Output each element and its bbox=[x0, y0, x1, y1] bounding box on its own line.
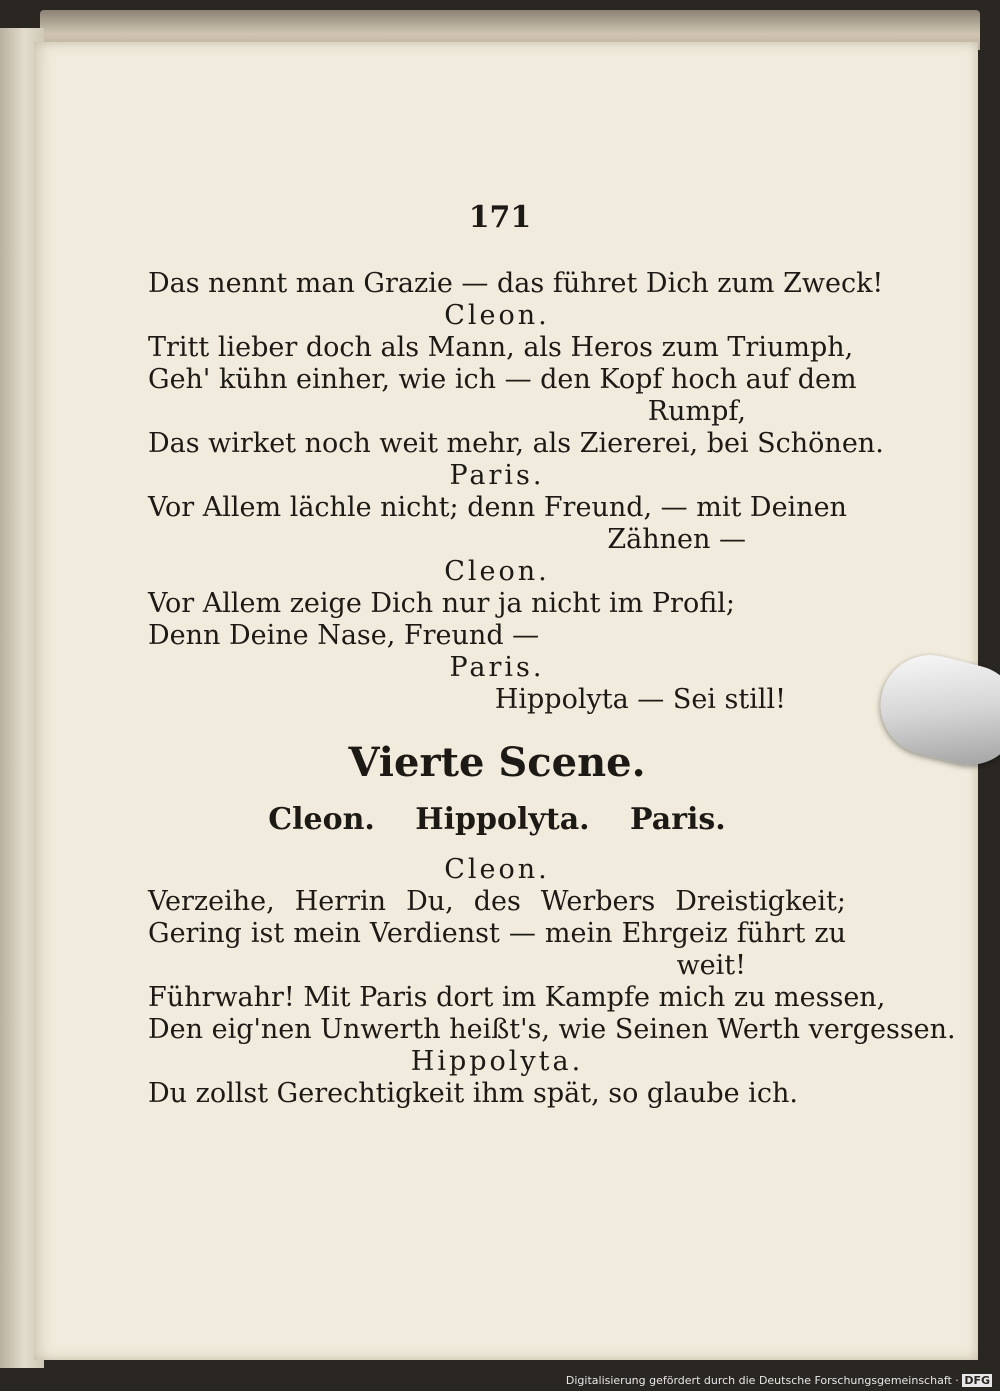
verse-line: Gering ist mein Verdienst — mein Ehrgeiz führt zu bbox=[148, 918, 846, 949]
characters-heading: Cleon. Hippolyta. Paris. bbox=[268, 802, 726, 837]
verse-line: Geh' kühn einher, wie ich — den Kopf hoch auf dem bbox=[148, 364, 857, 395]
dfg-logo: DFG bbox=[964, 1374, 990, 1387]
verse-line: Vor Allem lächle nicht; denn Freund, — mit Deinen bbox=[148, 492, 847, 523]
verse-line: Das wirket noch weit mehr, als Ziererei, bei Schönen. bbox=[148, 428, 884, 459]
page-number: 171 bbox=[468, 200, 532, 235]
scene-heading: Vierte Scene. bbox=[348, 739, 646, 786]
speaker-name: Cleon. bbox=[444, 854, 550, 885]
digitization-footer bbox=[566, 1374, 992, 1387]
verse-line: Vor Allem zeige Dich nur ja nicht im Profil; bbox=[148, 588, 735, 619]
verse-line: Tritt lieber doch als Mann, als Heros zum Triumph, bbox=[148, 332, 854, 363]
verse-line: Zähnen — bbox=[607, 524, 746, 555]
verse-line: Du zollst Gerechtigkeit ihm spät, so glaube ich. bbox=[148, 1078, 798, 1109]
dialogue-block-top bbox=[148, 268, 884, 716]
speaker-name: Paris. bbox=[449, 460, 545, 491]
verse-line: Hippolyta — Sei still! bbox=[494, 684, 786, 715]
page-text bbox=[148, 268, 956, 1110]
verse-line: Das nennt man Grazie — das führet Dich zum Zweck! bbox=[148, 268, 884, 299]
verse-line: Verzeihe, Herrin Du, des Werbers Dreistigkeit; bbox=[148, 886, 846, 917]
speaker-name: Paris. bbox=[449, 652, 545, 683]
speaker-name: Hippolyta. bbox=[410, 1046, 584, 1077]
verse-line: Führwahr! Mit Paris dort im Kampfe mich zu messen, bbox=[148, 982, 886, 1013]
verse-line: weit! bbox=[676, 950, 746, 981]
dialogue-block-bottom bbox=[148, 854, 956, 1110]
verse-line: Denn Deine Nase, Freund — bbox=[148, 620, 540, 651]
verse-line: Rumpf, bbox=[647, 396, 746, 427]
speaker-name: Cleon. bbox=[444, 556, 550, 587]
verse-line: Den eig'nen Unwerth heißt's, wie Seinen Werth vergessen. bbox=[148, 1014, 956, 1045]
speaker-name: Cleon. bbox=[444, 300, 550, 331]
footer-text: Digitalisierung gefördert durch die Deutsche Forschungsgemeinschaft · bbox=[565, 1374, 959, 1387]
